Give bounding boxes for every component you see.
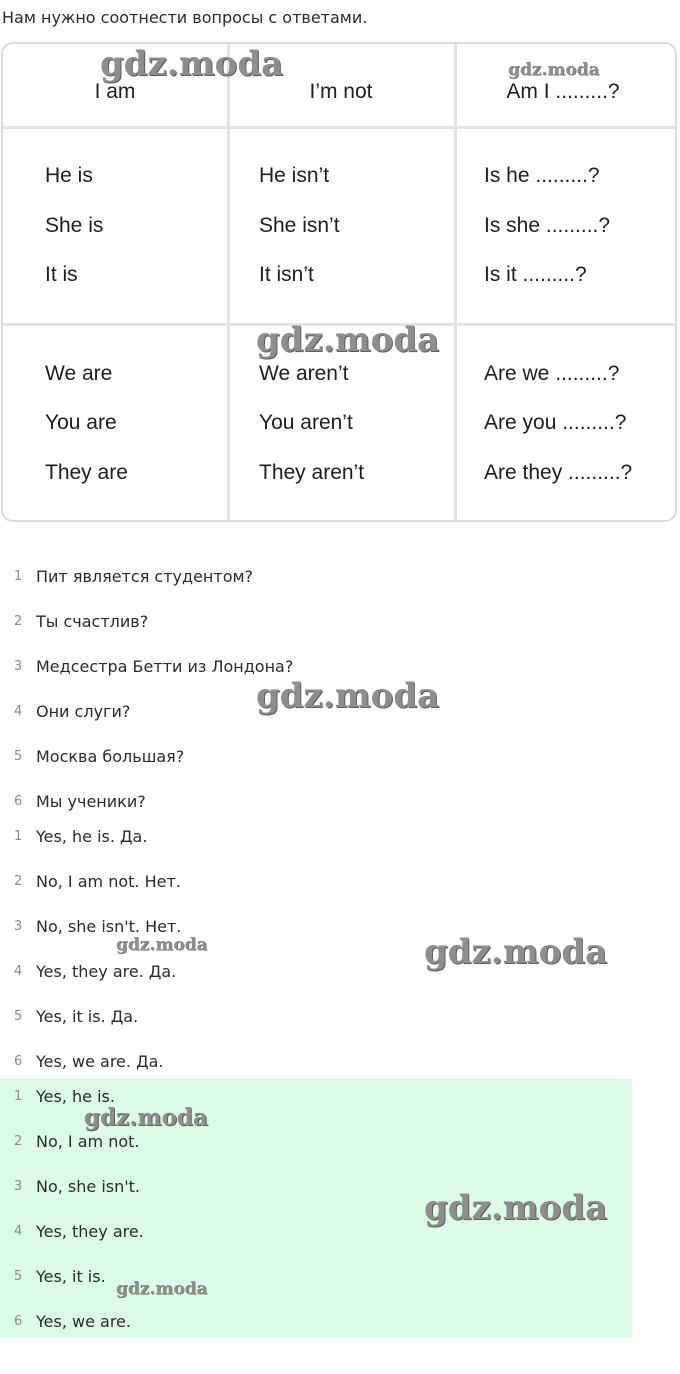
watermark: gdz.moda bbox=[84, 1104, 208, 1131]
item-number: 4 bbox=[14, 1224, 23, 1239]
intro-text: Нам нужно соотнести вопросы с ответами. bbox=[2, 8, 368, 27]
list-item bbox=[0, 1222, 632, 1267]
answer-text: Yes, he is. bbox=[36, 1087, 115, 1106]
cell-question: Is she .........? bbox=[484, 214, 611, 237]
question-text: Они слуги? bbox=[36, 702, 131, 721]
column-divider bbox=[454, 44, 457, 520]
item-number: 6 bbox=[14, 794, 23, 809]
item-number: 3 bbox=[14, 919, 23, 934]
grammar-table bbox=[1, 42, 677, 522]
column-divider bbox=[227, 44, 230, 520]
cell-affirmative: It is bbox=[45, 263, 78, 286]
item-number: 3 bbox=[14, 1179, 23, 1194]
translation-text: No, I am not. Нет. bbox=[36, 872, 181, 891]
question-text: Мы ученики? bbox=[36, 792, 146, 811]
watermark: gdz.moda bbox=[100, 44, 284, 84]
watermark: gdz.moda bbox=[116, 935, 208, 955]
question-text: Пит является студентом? bbox=[36, 567, 254, 586]
cell-negative: You aren’t bbox=[259, 411, 353, 434]
item-number: 2 bbox=[14, 614, 23, 629]
item-number: 5 bbox=[14, 1009, 23, 1024]
list-item bbox=[0, 567, 632, 612]
list-item bbox=[0, 612, 632, 657]
answer-text: No, I am not. bbox=[36, 1132, 140, 1151]
item-number: 1 bbox=[14, 829, 23, 844]
translation-text: Yes, they are. Да. bbox=[36, 962, 177, 981]
watermark: gdz.moda bbox=[508, 60, 600, 80]
header-question: Am I .........? bbox=[506, 80, 620, 103]
item-number: 2 bbox=[14, 1134, 23, 1149]
cell-affirmative: You are bbox=[45, 411, 117, 434]
cell-question: Are we .........? bbox=[484, 362, 620, 385]
answer-text: No, she isn't. bbox=[36, 1177, 141, 1196]
cell-affirmative: She is bbox=[45, 214, 104, 237]
answer-text: Yes, it is. bbox=[36, 1267, 106, 1286]
item-number: 5 bbox=[14, 749, 23, 764]
item-number: 6 bbox=[14, 1054, 23, 1069]
question-text: Москва большая? bbox=[36, 747, 185, 766]
cell-negative: We aren’t bbox=[259, 362, 349, 385]
translation-text: Yes, it is. Да. bbox=[36, 1007, 139, 1026]
header-negative: I’m not bbox=[309, 80, 373, 103]
answer-text: Yes, they are. bbox=[36, 1222, 144, 1241]
cell-question: Is it .........? bbox=[484, 263, 587, 286]
item-number: 6 bbox=[14, 1314, 23, 1329]
answer-text: Yes, we are. bbox=[36, 1312, 131, 1331]
item-number: 3 bbox=[14, 659, 23, 674]
question-text: Ты счастлив? bbox=[36, 612, 149, 631]
list-item bbox=[0, 1132, 632, 1177]
list-item bbox=[0, 1267, 632, 1312]
translation-text: No, she isn't. Нет. bbox=[36, 917, 182, 936]
translation-text: Yes, we are. Да. bbox=[36, 1052, 164, 1071]
cell-affirmative: They are bbox=[45, 461, 128, 484]
list-item bbox=[0, 872, 632, 917]
item-number: 1 bbox=[14, 1089, 23, 1104]
row-divider bbox=[3, 126, 675, 129]
cell-question: Is he .........? bbox=[484, 164, 600, 187]
cell-affirmative: He is bbox=[45, 164, 93, 187]
cell-negative: He isn’t bbox=[259, 164, 330, 187]
watermark: gdz.moda bbox=[256, 320, 440, 360]
cell-negative: It isn’t bbox=[259, 263, 314, 286]
item-number: 4 bbox=[14, 704, 23, 719]
item-number: 5 bbox=[14, 1269, 23, 1284]
item-number: 4 bbox=[14, 964, 23, 979]
question-text: Медсестра Бетти из Лондона? bbox=[36, 657, 294, 676]
translation-text: Yes, he is. Да. bbox=[36, 827, 148, 846]
cell-question: Are you .........? bbox=[484, 411, 627, 434]
cell-question: Are they .........? bbox=[484, 461, 633, 484]
list-item bbox=[0, 747, 632, 792]
cell-affirmative: We are bbox=[45, 362, 113, 385]
watermark: gdz.moda bbox=[256, 676, 440, 716]
watermark: gdz.moda bbox=[424, 932, 608, 972]
list-item bbox=[0, 1007, 632, 1052]
watermark: gdz.moda bbox=[116, 1279, 208, 1299]
list-item bbox=[0, 827, 632, 872]
watermark: gdz.moda bbox=[424, 1188, 608, 1228]
item-number: 2 bbox=[14, 874, 23, 889]
list-item bbox=[0, 1312, 632, 1357]
header-affirmative: I am bbox=[94, 80, 136, 103]
cell-negative: They aren’t bbox=[259, 461, 365, 484]
item-number: 1 bbox=[14, 569, 23, 584]
cell-negative: She isn’t bbox=[259, 214, 340, 237]
